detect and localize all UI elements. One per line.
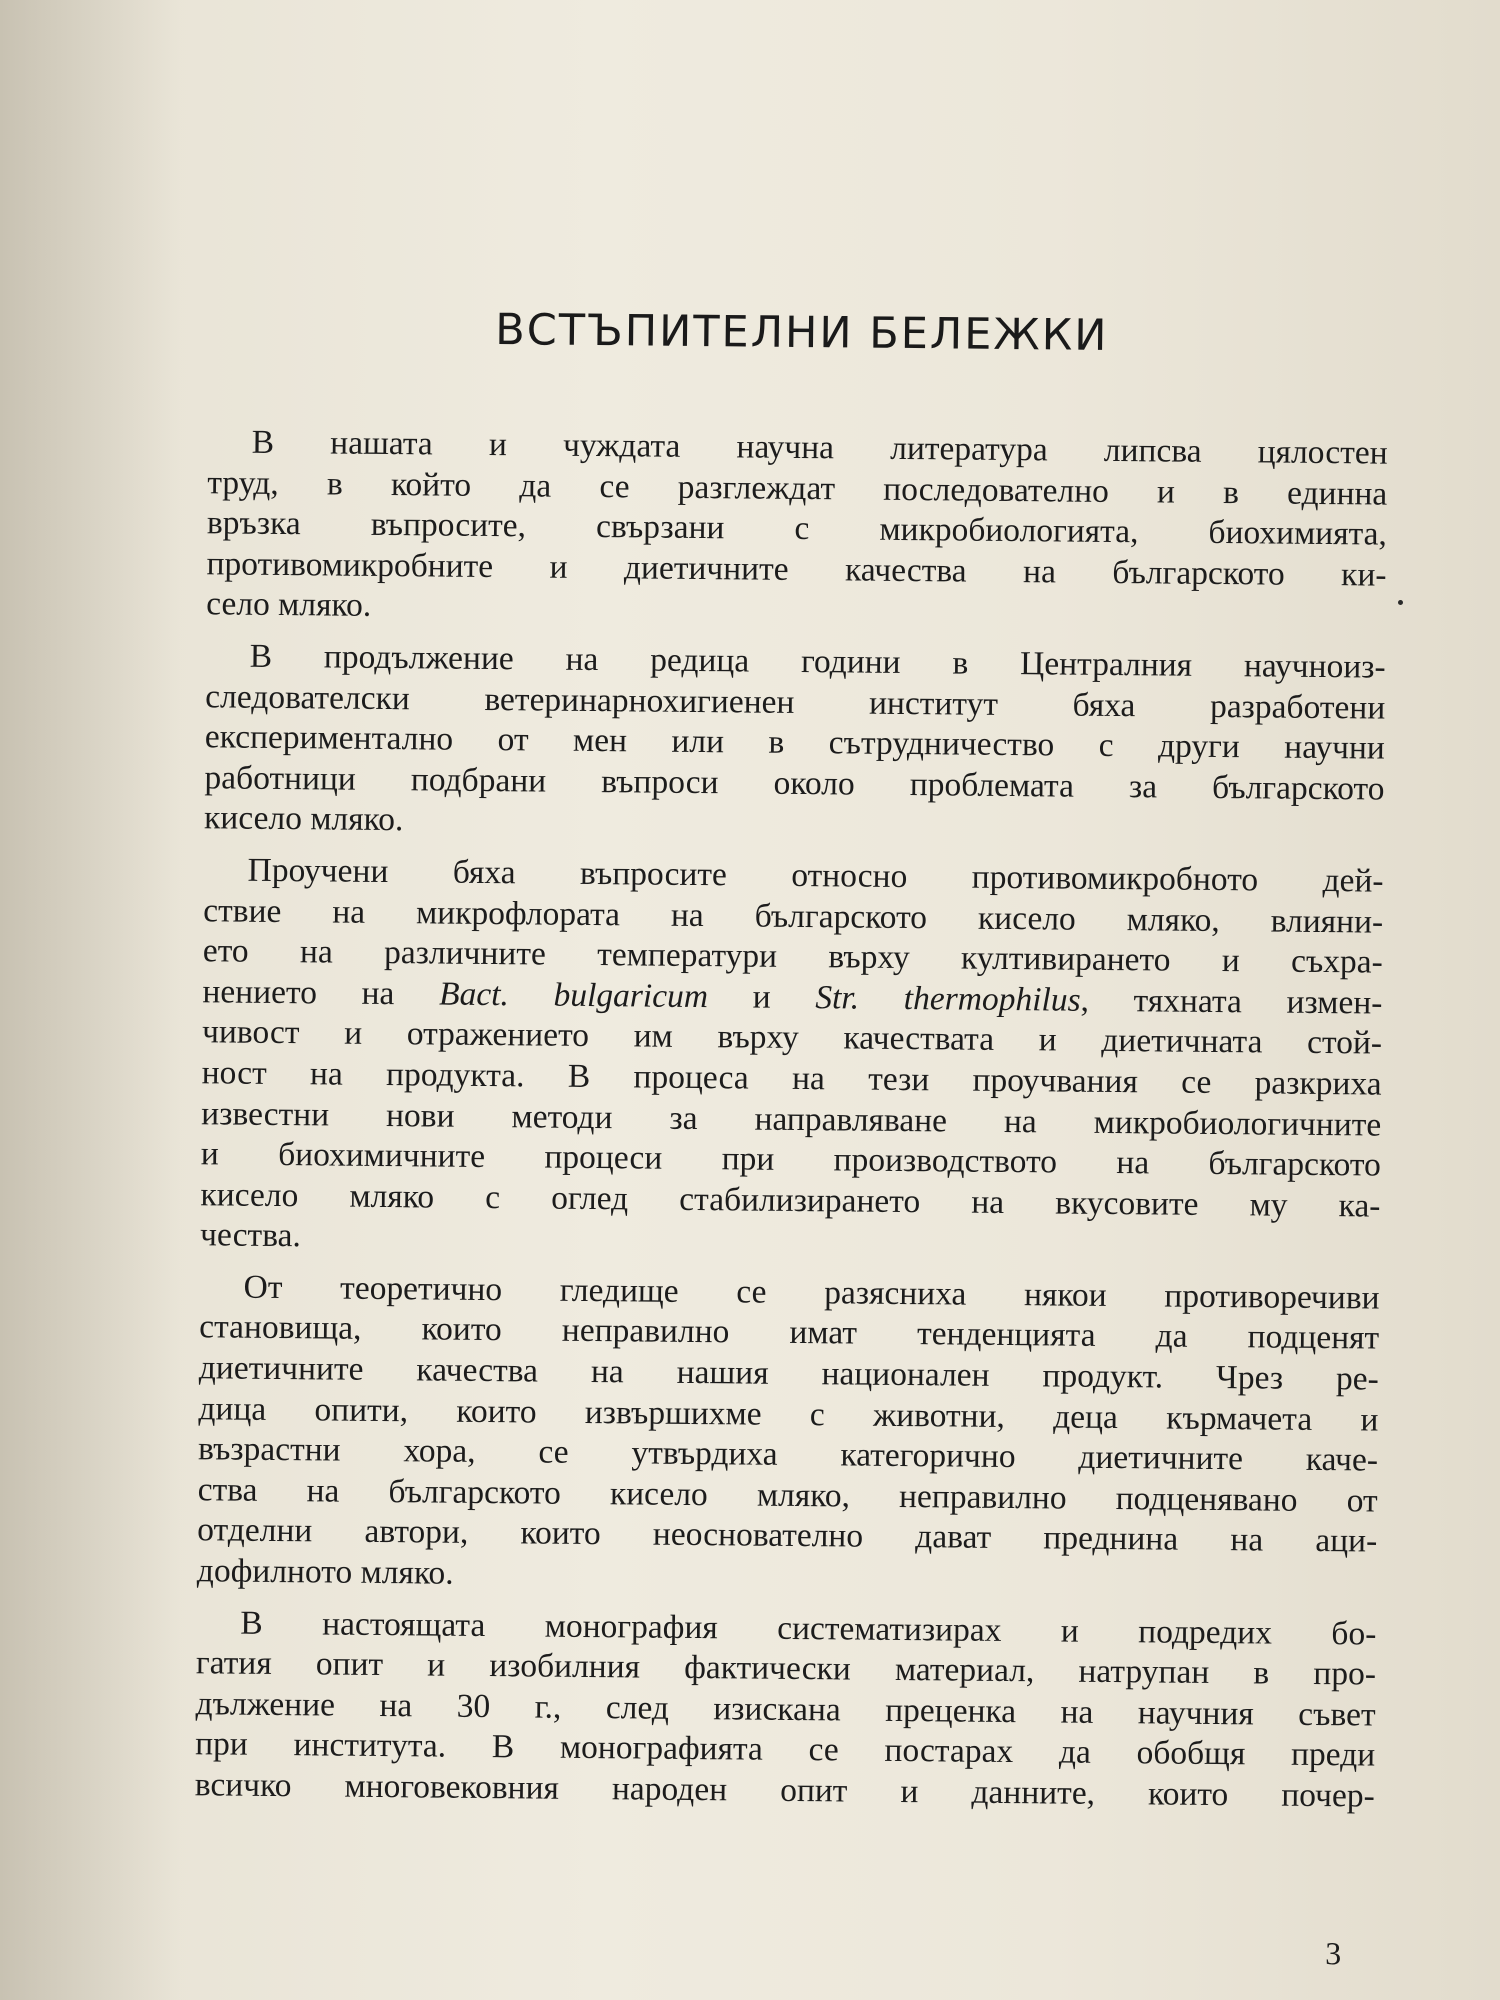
text-line: дица опити, които извършихме с животни, деца кърмачета и [198,1389,1379,1439]
species-name-str-thermophilus: Str. thermophilus [815,978,1081,1019]
text-line: противомикробните и диетичните качества на българското ки- [206,545,1387,594]
text-line: известни нови методи за направляване на микробиологичните [201,1094,1382,1144]
text-line: ето на различните температури върху култивирането и съхра- [202,932,1383,981]
paragraph-4 [197,1267,1380,1603]
text-line: следователски ветеринарнохигиенен институт бяха разработени [205,677,1386,727]
paragraph-1 [206,422,1388,636]
text-line: кисело мляко с оглед стабилизирането на вкусовите му ка- [200,1175,1381,1225]
gutter-shadow [0,0,180,2000]
text-fragment: нението на [202,972,440,1013]
text-line: ства на българското кисело мляко, неправилно подценявано от [197,1471,1378,1520]
text-line: село мляко. [205,585,372,625]
text-line: труд, в който да се разглеждат последователно и в единна [207,463,1388,513]
text-line: дължение на 30 г., след изискана преценка на научния съвет [195,1685,1376,1734]
text-line: Проучени бяха въпросите относно противомикробното дей- [247,851,1384,900]
text-fragment: , тяхната измен- [1080,981,1383,1022]
text-line: становища, които неправилно имат тенденцията да подценят [199,1308,1380,1358]
paragraph-3 [200,850,1384,1267]
ink-speck [1398,600,1403,605]
text-line: чества. [199,1216,301,1255]
species-name-bact-bulgaricum: Bact. bulgaricum [438,975,709,1015]
text-line: и биохимичните процеси при производството на българското [200,1135,1382,1184]
text-line: връзка въпросите, свързани с микробиологията, биохимията, [206,504,1388,553]
text-line: ствие на микрофлората на българското кисело мляко, влияни- [203,891,1384,941]
text-line: В нашата и чуждата научна литература липсва цялостен [251,423,1388,472]
text-line: диетичните качества на нашия национален продукт. Чрез ре- [198,1349,1379,1398]
text-line: В настоящата монография систематизирах и подредих бо- [240,1604,1377,1653]
text-line: дофилното мляко. [196,1552,454,1592]
text-line: чивост и отражението им върху качествата и диетичната стой- [201,1013,1383,1062]
text-line: възрастни хора, се утвърдиха категорично диетичните каче- [197,1430,1379,1479]
text-line: ност на продукта. В процеса на тези проучвания се разкриха [201,1054,1382,1103]
text-line: всичко многовековния народен опит и данните, които почер- [194,1766,1375,1815]
text-line: кисело мляко. [203,799,404,839]
page-title: ВСТЪПИТЕЛНИ БЕЛЕЖКИ [494,305,1109,361]
text-line: отделни автори, които неоснователно дават преднина на аци- [197,1511,1378,1561]
paragraph-5 [195,1603,1377,1817]
text-line: при института. В монографията се постарах да обобщя преди [195,1725,1376,1774]
page [171,0,1420,2000]
paragraph-2 [204,636,1386,850]
text-line: експериментално от мен или в сътрудничество с други научни [204,718,1386,767]
text-line: работници подбрани въпроси около проблемата за българското [204,759,1385,808]
page-number: 3 [1325,1935,1342,1972]
body-text [195,422,1388,1828]
text-line: гатия опит и изобилния фактически материал, натрупан в про- [195,1644,1377,1693]
text-line: От теоретично гледище се разясниха някои противоречиви [243,1268,1380,1317]
text-line: В продължение на редица години в Централния научноиз- [249,637,1386,686]
text-fragment: и [707,977,816,1016]
